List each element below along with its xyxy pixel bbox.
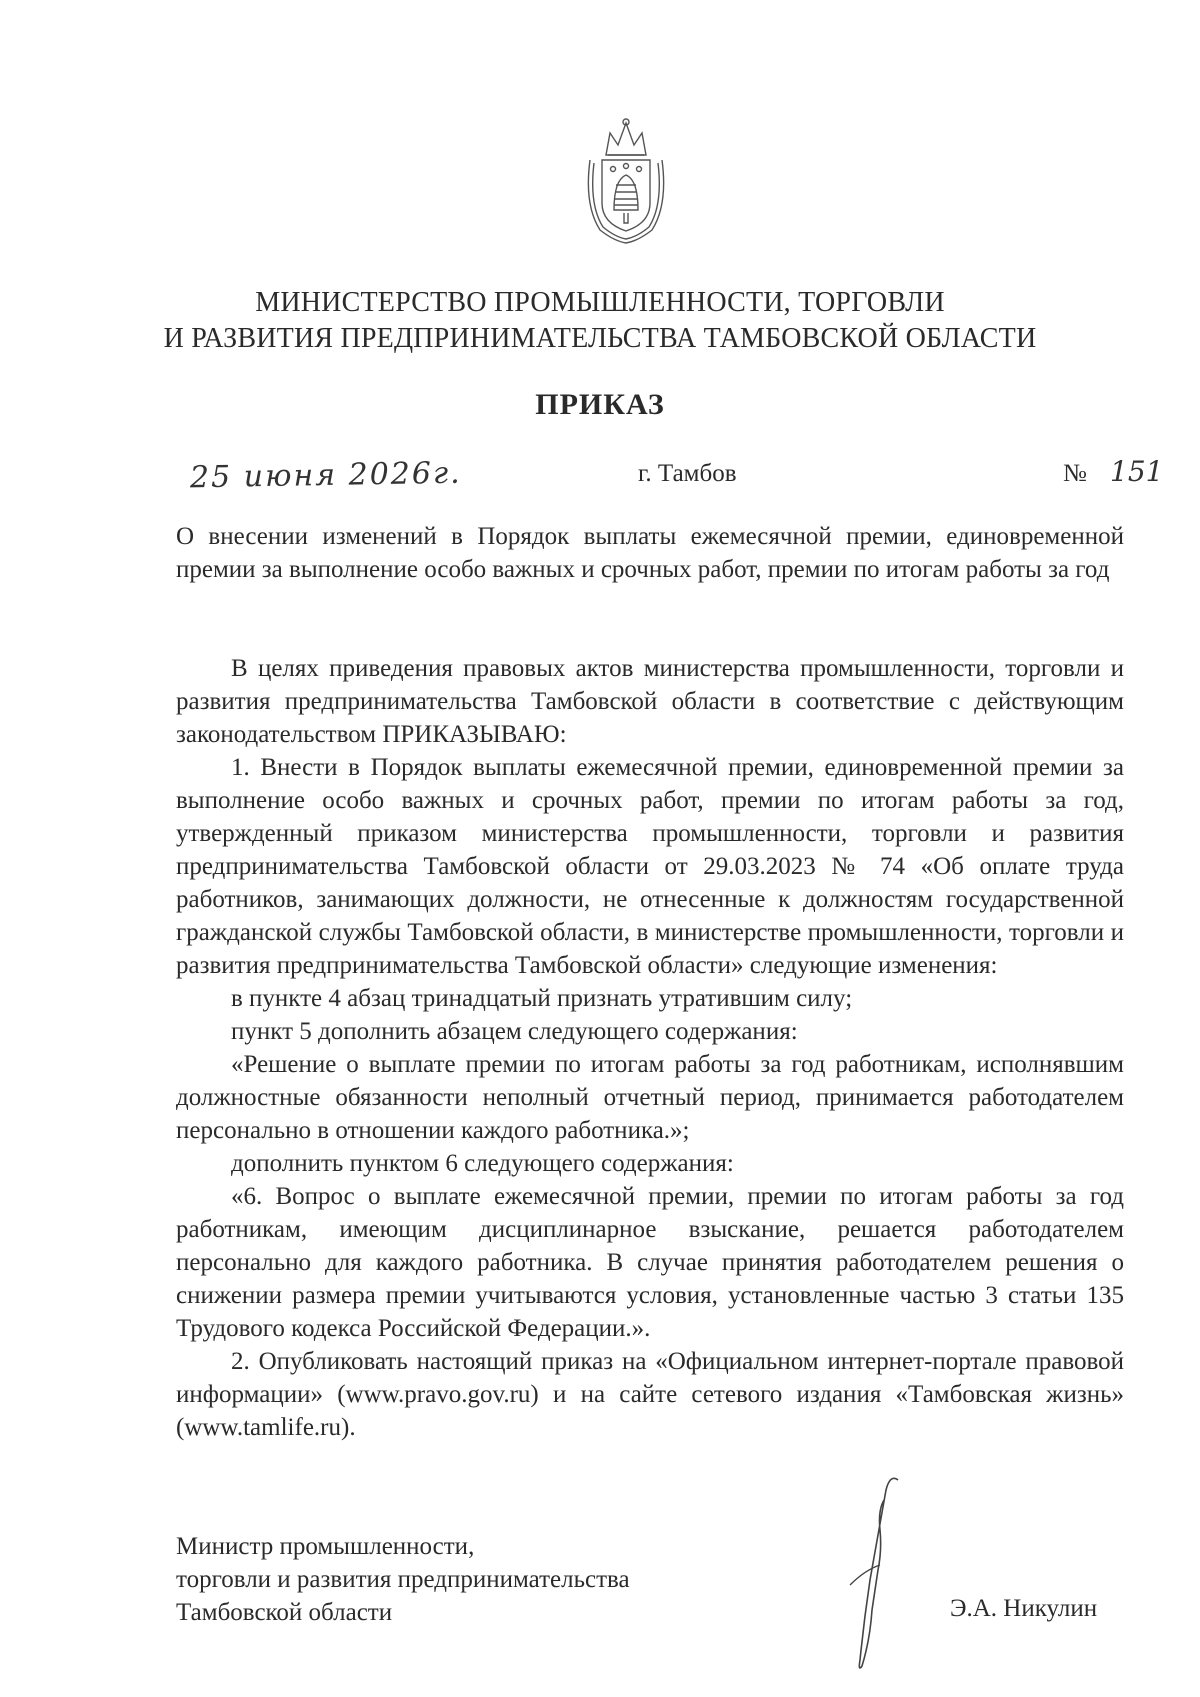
document-subject: О внесении изменений в Порядок выплаты ежемесячной премии, единовременной премии за выполнение особо важных и срочных работ, премии по итогам работы за год <box>176 523 1124 583</box>
body-paragraph-7: «6. Вопрос о выплате ежемесячной премии, премии по итогам работы за год работникам, имеющим дисциплинарное взыскание, решается работодателем персонально для каждого работника. В случае принятия работодателем решения о снижении размера премии учитываются условия, установленные частью 3 статьи 135 Трудового кодекса Российской Федерации.». <box>176 1183 1124 1342</box>
ministry-header <box>150 285 1050 357</box>
city-label: г. Тамбов <box>638 460 737 487</box>
ministry-name-line1: МИНИСТЕРСТВО ПРОМЫШЛЕННОСТИ, ТОРГОВЛИ <box>255 287 945 318</box>
body-paragraph-1: В целях приведения правовых актов министерства промышленности, торговли и развития предпринимательства Тамбовской области в соответствие с действующим законодательством ПРИКАЗЫВАЮ: <box>176 655 1124 748</box>
body-paragraph-4: пункт 5 дополнить абзацем следующего содержания: <box>231 1018 798 1045</box>
signatory-name: Э.А. Никулин <box>950 1595 1098 1622</box>
body-paragraph-5: «Решение о выплате премии по итогам работы за год работникам, исполнявшим должностные обязанности неполный отчетный период, принимается работодателем персонально в отношении каждого работника.»; <box>176 1051 1124 1144</box>
signatory-position-line3: Тамбовской области <box>176 1599 393 1626</box>
body-paragraph-3: в пункте 4 абзац тринадцатый признать утратившим силу; <box>231 985 853 1012</box>
handwritten-date: 25 июня 2026г. <box>189 455 462 496</box>
signatory-position-line2: торговли и развития предпринимательства <box>176 1566 630 1593</box>
ministry-name-line2: И РАЗВИТИЯ ПРЕДПРИНИМАТЕЛЬСТВА ТАМБОВСКОЙ ОБЛАСТИ <box>163 323 1037 354</box>
body-paragraph-2: 1. Внести в Порядок выплаты ежемесячной премии, единовременной премии за выполнение особо важных и срочных работ, премии по итогам работы за год, утвержденный приказом министерства промышленности, торговли и развития предпринимательства Тамбовской области от 29.03.2023 № 74 «Об оплате труда работников, занимающих должности, не отнесенные к должностям государственной гражданской службы Тамбовской области, в министерстве промышленности, торговли и развития предпринимательства Тамбовской области» следующие изменения: <box>176 754 1124 979</box>
handwritten-signature <box>820 1470 910 1675</box>
signatory-position-line1: Министр промышленности, <box>176 1533 475 1560</box>
document-body <box>176 652 1124 1444</box>
coat-of-arms-icon <box>580 115 672 245</box>
body-paragraph-8: 2. Опубликовать настоящий приказ на «Официальном интернет-портале правовой информации» (www.pravo.gov.ru) и на сайте сетевого издания «Тамбовская жизнь» (www.tamlife.ru). <box>176 1348 1124 1441</box>
signatory-position <box>176 1530 630 1629</box>
handwritten-number: 151 <box>1110 455 1164 488</box>
body-paragraph-6: дополнить пунктом 6 следующего содержания: <box>231 1150 734 1177</box>
document-type-title: ПРИКАЗ <box>535 388 665 421</box>
number-label: № <box>1063 460 1087 487</box>
